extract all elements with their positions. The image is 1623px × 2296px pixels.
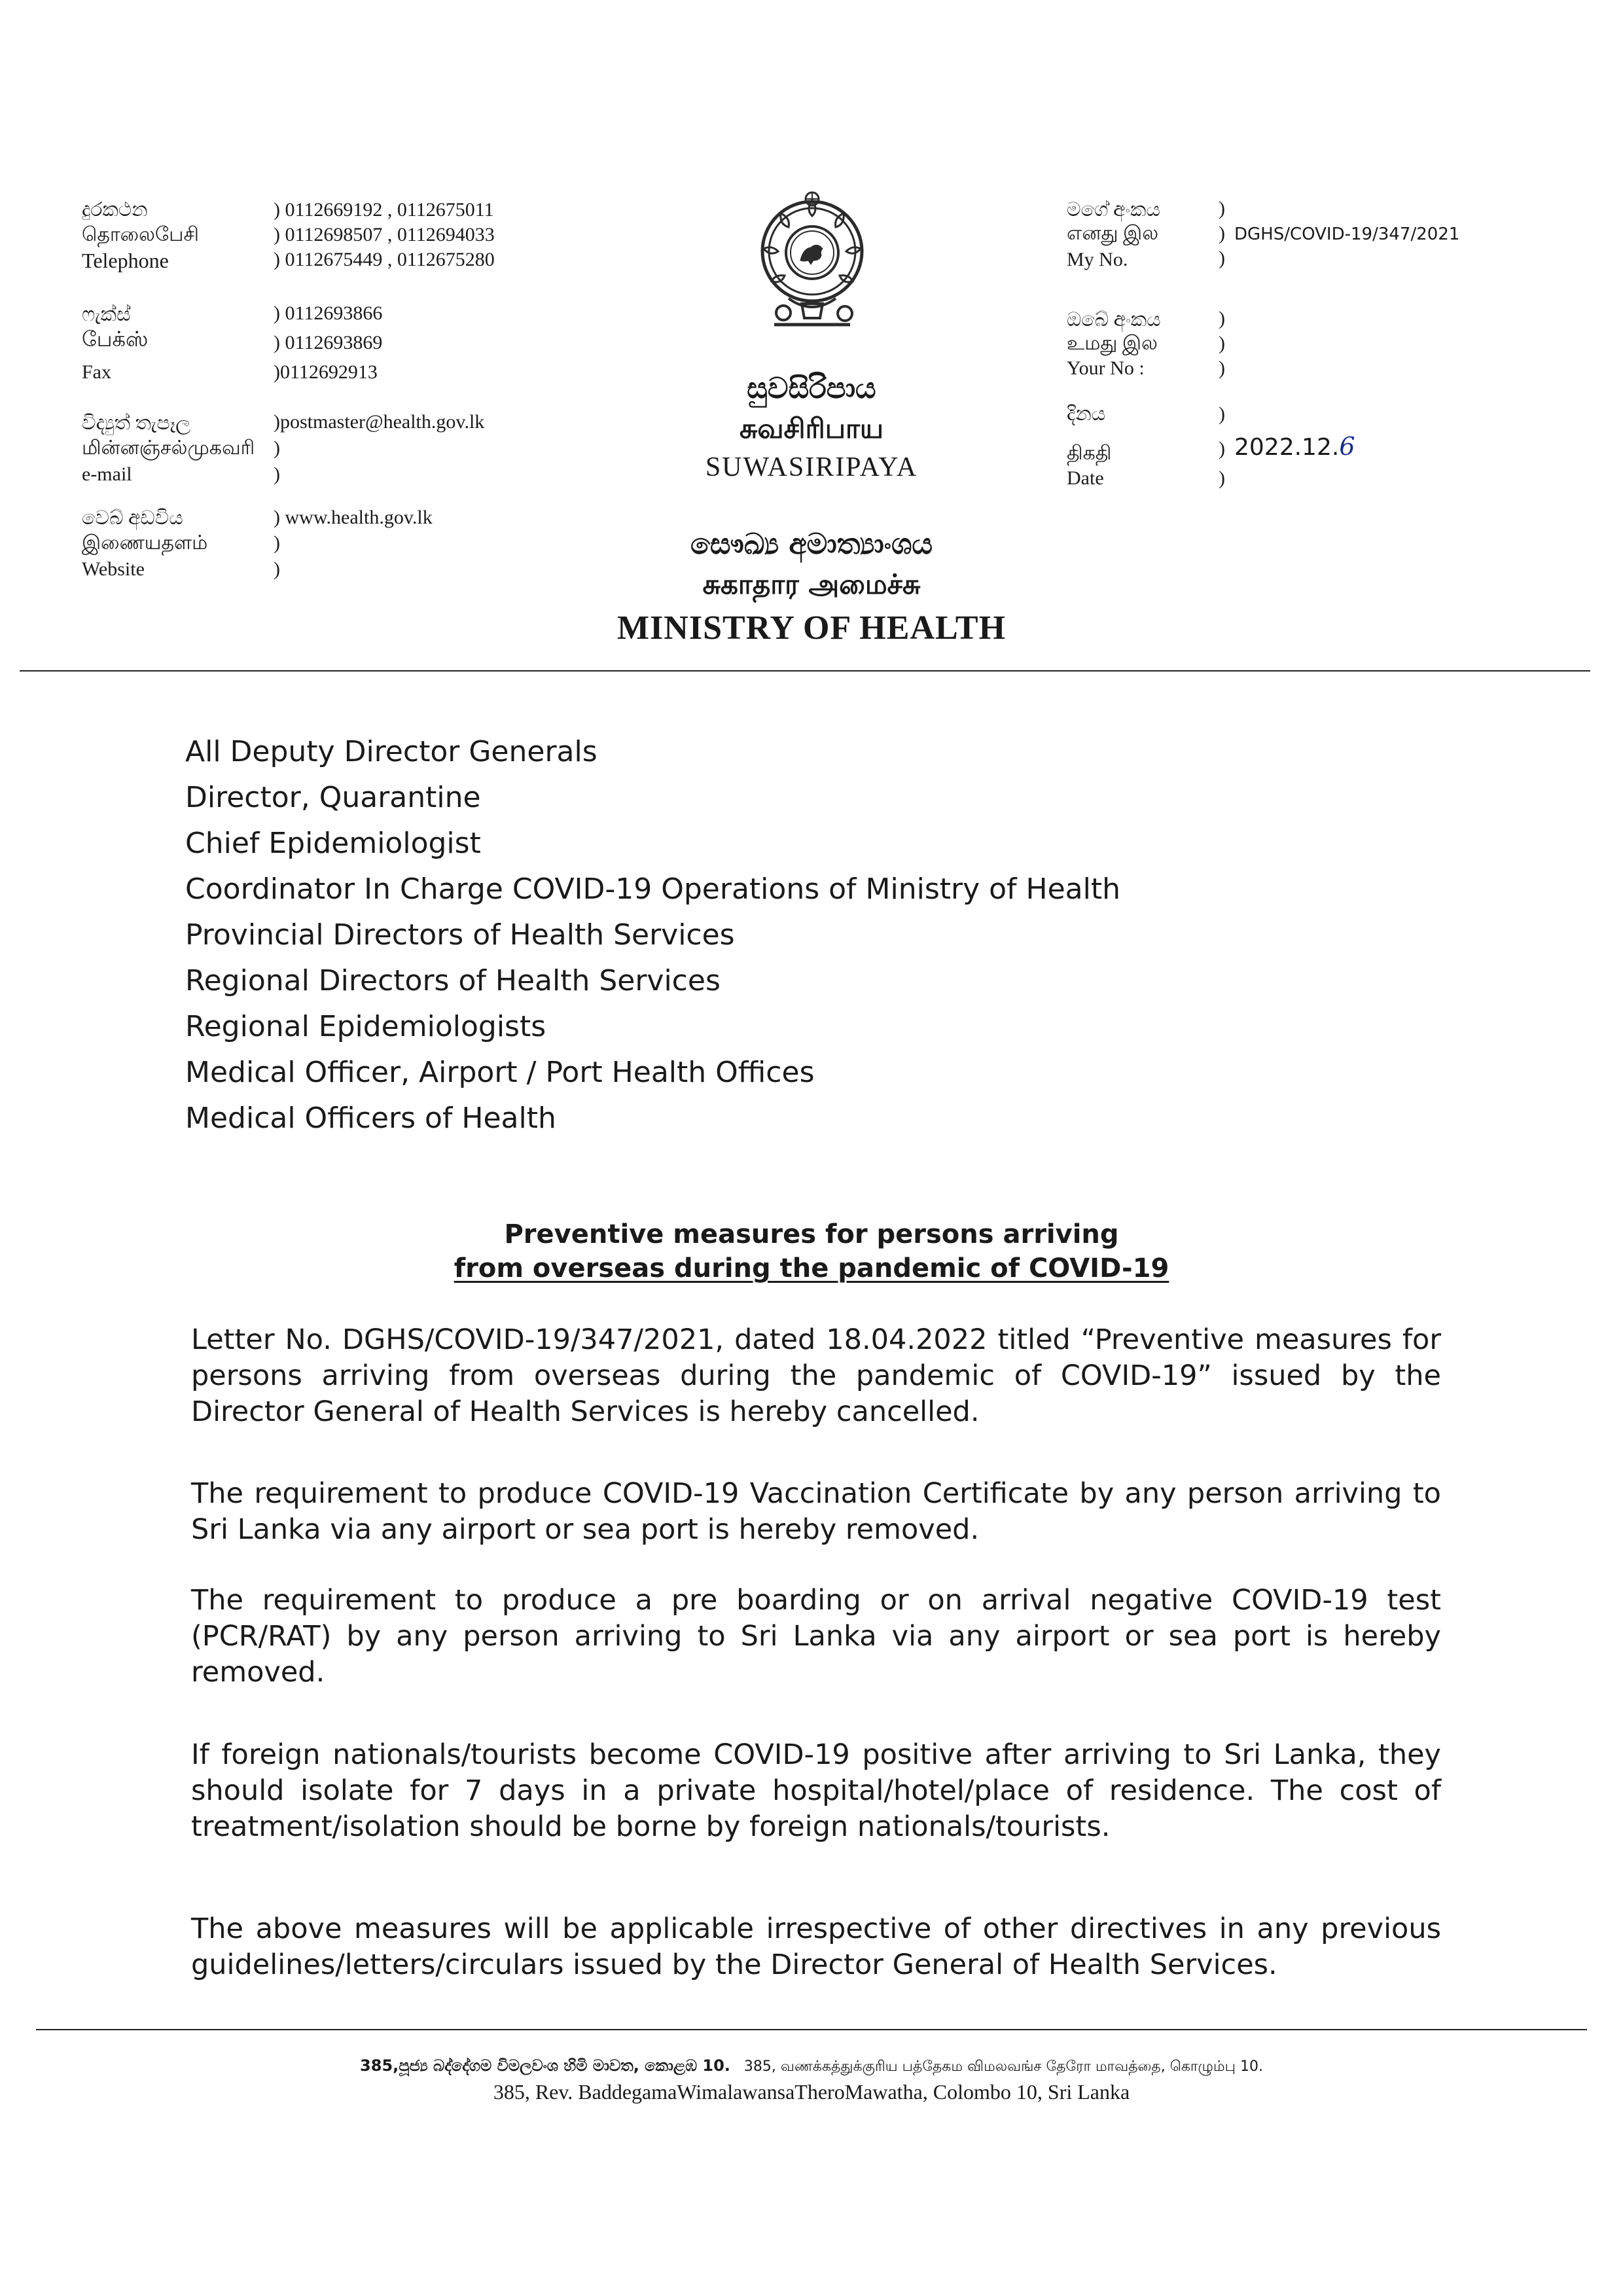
date-label-si: දිනය (1067, 403, 1106, 425)
telephone-value-1: ) 0112669192 , 0112675011 (274, 199, 494, 221)
date-row (1219, 432, 1355, 461)
fax-label-en: Fax (82, 361, 111, 383)
telephone-label-si: දුරකථන (82, 199, 148, 221)
my-no-bracket-3: ) (1219, 247, 1225, 269)
email-value-2: ) (274, 437, 280, 459)
footer-address-tamil: 385, வணக்கத்துக்குரிய பத்தேகம விமலவங்ச தேரோ மாவத்தை, கொழும்பு 10. (743, 2058, 1263, 2075)
fax-label-si: ෆැක්ස් (82, 304, 131, 325)
my-no-row (1219, 221, 1459, 247)
date-handwritten-day: 6 (1339, 432, 1355, 461)
date-bracket-3: ) (1219, 467, 1225, 489)
your-no-bracket-1: ) (1219, 308, 1225, 329)
footer-address-local (157, 2056, 1466, 2077)
fax-label-ta: பேக்ஸ் (82, 327, 149, 351)
footer-address-sinhala: 385,පූජ්‍ය බද්දේගම විමලවංශ හිමි මාවත, කොළඹ 10. (360, 2056, 730, 2075)
website-label-ta: இணையதளம் (82, 532, 208, 554)
email-value: )postmaster@health.gov.lk (274, 411, 485, 433)
your-no-bracket-2: ) (1219, 332, 1225, 354)
email-value-3: ) (274, 463, 280, 485)
recipient-item: Chief Epidemiologist (185, 827, 481, 860)
website-value: ) www.health.gov.lk (274, 507, 433, 528)
suwasiripaya-sinhala: සුවසිරිපාය (747, 372, 876, 405)
recipient-item: Provincial Directors of Health Services (185, 918, 735, 952)
fax-value-1: ) 0112693866 (274, 302, 383, 324)
paragraph-covid-test: The requirement to produce a pre boarding or on arrival negative COVID-19 test (PCR/RAT) by any person arriving to Sri Lanka via any airport or sea port is hereby removed. (191, 1584, 1441, 1689)
your-no-bracket-3: ) (1219, 357, 1225, 379)
subject-line-1: Preventive measures for persons arriving (504, 1219, 1119, 1249)
recipient-item: Medical Officers of Health (185, 1102, 556, 1135)
your-no-label-en: Your No : (1067, 357, 1145, 379)
recipient-item: Regional Directors of Health Services (185, 964, 721, 997)
website-label-si: වෙබ් අඩවිය (82, 507, 183, 529)
date-value: 2022.12. (1234, 434, 1340, 461)
telephone-value-2: ) 0112698507 , 0112694033 (274, 224, 495, 245)
recipient-item: All Deputy Director Generals (185, 735, 597, 768)
website-value-2: ) (274, 532, 280, 554)
subject-line-2: from overseas during the pandemic of COVID-19 (454, 1253, 1169, 1283)
fax-value-2: ) 0112693869 (274, 332, 383, 353)
telephone-value-3: ) 0112675449 , 0112675280 (274, 249, 495, 270)
paragraph-vaccination: The requirement to produce COVID-19 Vaccination Certificate by any person arriving to Sri Lanka via any airport or sea port is hereby removed. (191, 1477, 1441, 1546)
paragraph-cancellation: Letter No. DGHS/COVID-19/347/2021, dated 18.04.2022 titled “Preventive measures for persons arriving from overseas during the pandemic of COVID-19” issued by the Director General of Health Services is hereby cancelled. (191, 1323, 1441, 1428)
website-label-en: Website (82, 558, 145, 580)
your-no-label-ta: உமது இல (1067, 332, 1158, 354)
my-no-bracket-2: ) (1219, 223, 1225, 244)
website-value-3: ) (274, 558, 280, 580)
paragraph-isolation: If foreign nationals/tourists become COVID-19 positive after arriving to Sri Lanka, they should isolate for 7 days in a private hospital/hotel/place of residence. The cost of treatment/isolation should be borne by foreign nationals/tourists. (191, 1738, 1441, 1843)
subject-line-2-wrap (321, 1251, 1302, 1285)
my-no-value: DGHS/COVID-19/347/2021 (1234, 224, 1460, 244)
sri-lanka-emblem-icon (748, 188, 876, 331)
telephone-label-en: Telephone (82, 249, 169, 272)
date-label-ta: திகதி (1067, 442, 1112, 464)
recipient-item: Coordinator In Charge COVID-19 Operations of Ministry of Health (185, 872, 1120, 906)
fax-value-3: )0112692913 (274, 361, 378, 383)
recipient-item: Medical Officer, Airport / Port Health Offices (185, 1056, 815, 1089)
email-label-en: e-mail (82, 463, 132, 485)
date-label-en: Date (1067, 467, 1104, 489)
suwasiripaya-english: SUWASIRIPAYA (705, 452, 918, 482)
recipient-item: Regional Epidemiologists (185, 1010, 546, 1043)
suwasiripaya-tamil: சுவசிரிபாய (740, 412, 883, 444)
ministry-tamil: சுகாதார அமைச்சு (702, 568, 921, 600)
your-no-label-si: ඔබේ අංකය (1067, 309, 1161, 331)
recipient-item: Director, Quarantine (185, 781, 481, 814)
telephone-label-ta: தொலைபேசி (82, 224, 199, 245)
my-no-label-si: මගේ අංකය (1067, 199, 1160, 221)
my-no-bracket-1: ) (1219, 198, 1225, 219)
email-label-ta: மின்னஞ்சல்முகவரி (82, 437, 255, 459)
ministry-english: MINISTRY OF HEALTH (616, 609, 1007, 647)
header-divider (20, 670, 1590, 672)
my-no-label-ta: எனது இல (1067, 223, 1159, 244)
date-bracket-1: ) (1219, 403, 1225, 425)
my-no-label-en: My No. (1067, 249, 1128, 270)
ministry-sinhala: සෞඛ්‍ය අමාත්‍යාංශය (690, 528, 933, 561)
date-bracket-2: ) (1219, 438, 1225, 459)
footer-divider (36, 2029, 1587, 2030)
email-label-si: විද්‍යුත් තැපෑල (82, 412, 190, 434)
paragraph-applicability: The above measures will be applicable irrespective of other directives in any previous guidelines/letters/circulars issued by the Director General of Health Services. (191, 1912, 1441, 1981)
footer-address-english: 385, Rev. BaddegamaWimalawansaTheroMawatha, Colombo 10, Sri Lanka (493, 2080, 1130, 2104)
